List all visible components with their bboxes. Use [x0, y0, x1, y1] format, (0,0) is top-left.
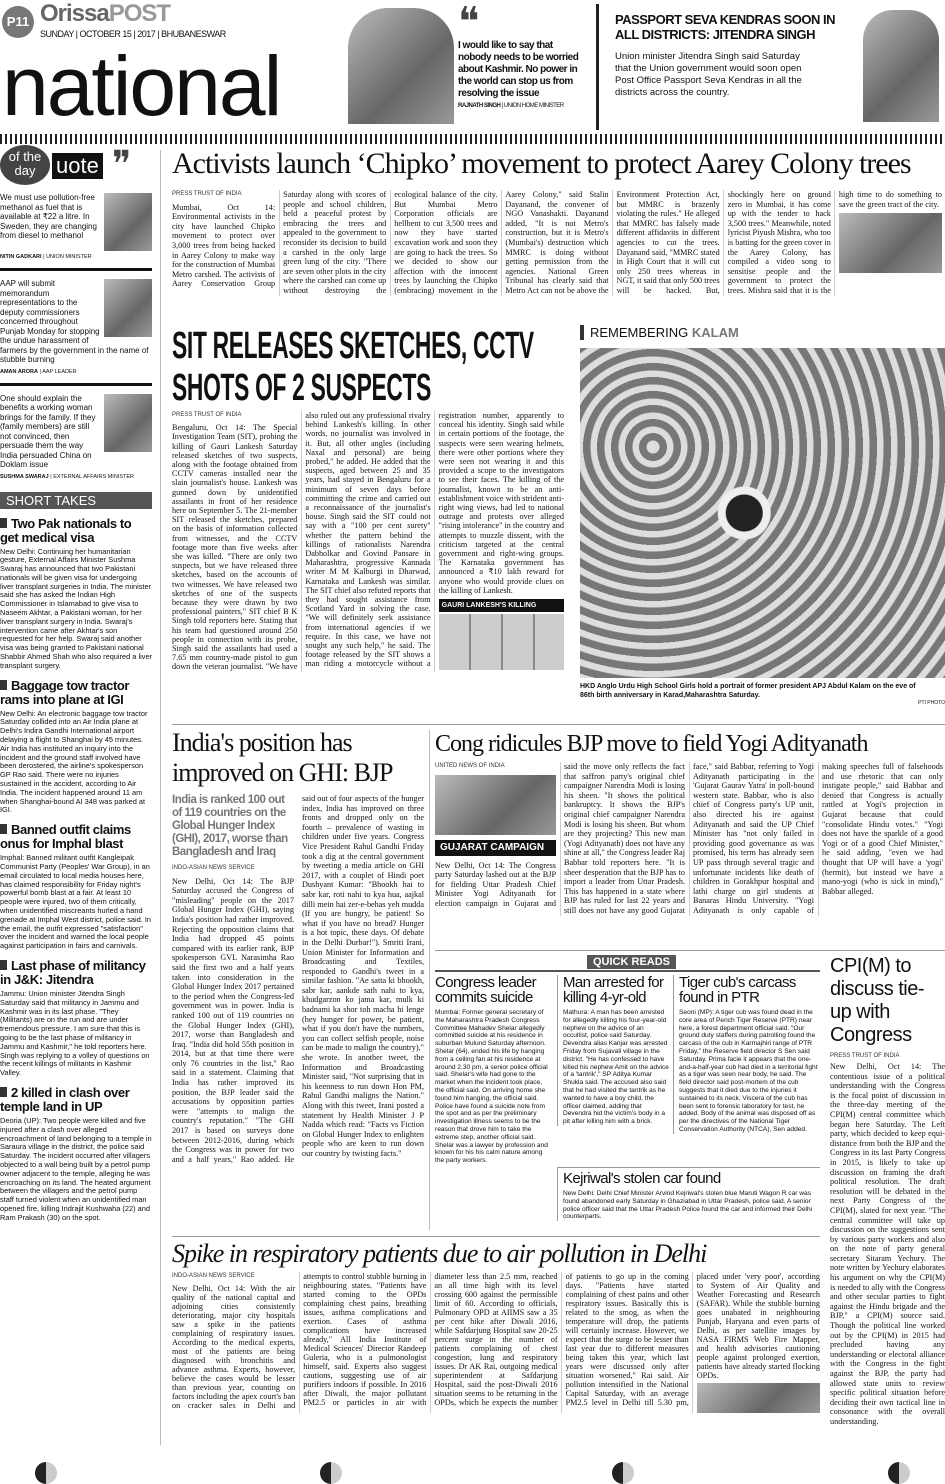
raj-babbar-photo	[435, 775, 556, 835]
quote-item: We must use pollution-free methanol as fuel that is available at ₹22 a litre. In Sweden, they are changing from diesel to methanol NITIN GADKARI | UNION MINISTER	[0, 185, 152, 271]
divider	[435, 950, 945, 951]
quick-reads-title: QUICK READS	[587, 955, 676, 969]
spike-headline[interactable]: Spike in respiratory patients due to air pollution in Delhi	[172, 1239, 707, 1268]
chipko-photo	[839, 213, 942, 273]
sit-headline[interactable]: SIT RELEASES SKETCHES, CCTV SHOTS OF 2 SUSPECTS	[172, 325, 534, 409]
quote-of-the-day	[0, 145, 152, 488]
quick-read-item: Kejriwal's stolen car found New Delhi: Delhi Chief Minister Arvind Kejriwal's stolen blue Maruti Wagon R car was found abandoned early Saturday in Ghaziabad in Uttar Pradesh, police said. A senior police officer said that the Uttar Pradesh Police found the car and informed their Delhi counterparts.	[557, 1167, 820, 1221]
sushma-swaraj-photo	[104, 394, 152, 452]
column-divider	[429, 730, 430, 1230]
short-take-item: Last phase of militancy in J&K: Jitendra Jammu: Union minister Jitendra Singh Saturday said that militancy in Jammu and Kashmir was in its last phase. "They (Militants) are on the run and are under tremendous pressure. I am sure that this is going to be the last phase of militancy in Jammu and Kashmir," he told reporters here. Singh was replying to a volley of questions on the recent killings of militants in Kashmir Valley.	[0, 959, 152, 1078]
ghi-body: India is ranked 100 out of 119 countries on the Global Hunger Index (GHI), 2017, worse than Bangladesh and Iraq INDO-ASIAN NEWS SERVICE New Delhi, Oct 14: The BJP Saturday accused the Congress of "misleading" people on the 2017 Global Hunger Index (GHI), saying India's position had rather improved. Rejecting the opposition claims that India had dropped 45 points compared with its earlier rank, BJP spokesperson GVL Narasimha Rao said the first two and a half years taken into consideration in the Global Hunger Index 2017 pertained to the period when the Congress-led government was in power. India is ranked 100 out of 119 countries on the Global Hunger Index (GHI), 2017, worse than Bangladesh and Iraq. "India did hold 55th position in 2014, but at that time there were only 76 countries in the list," Rao said in a statement. Claiming that India has rather improved its position, the BJP leader said the accusations by opposition parties were "attempts to malign the country's reputation." "The GHI 2017 is based on surveys done between 2012-2016, during which the Congress was in power for two and a half years," Rao added. He said out of four aspects of the hunger index, India has improved on three fronts and dropped only on the fourth – prevalence of wasting in children under five years. Congress Vice President Rahul Gandhi Friday took a dig at the central government by tweeting a media article on GHI 2017, with a couplet of Hindi poet Dushyant Kumar: "Bhookh hai to sabr kar, roti nahi to kya hua, aajkal dilli mein hai zer-e-behas yeh mudda (If you are hungry, be patient! So what if you have no bread? Hunger is a hot topic, these days. Of debate in the Delhi Durbar!"). Smriti Irani, Union Minister for Information and Broadcasting and Textiles, responded to Gandhi's tweet in a similar fashion. "Ae satta ki bhookh, sabr kar, aankde sath nahi to kya, khudgarzon ko jama kar, mulk ki badnami ka shor toh macha hi lenge (hey hunger for power, be patient, what if you don't have the numbers, you can collect selfish people, noise can be made to malign the country)," she wrote. In another tweet, the Information and Broadcasting Minister said, "Not surprising that in his keenness to run down Hon PM, Rahul Gandhi maligns the Nation." Along with this tweet, Irani posted a statement by Health Minister J P Nadda which read: "Facts vs Fiction on Global Hunger Index to enlighten people who are keen to run down our country by twisting facts."	[172, 794, 424, 1164]
quote-of-day-banner	[0, 145, 152, 185]
quick-read-item: Congress leader commits suicide Mumbai: Former general secretary of the Maharashtra Pradesh Congress Committee Mahadev Shelar allegedly committed suicide at his residence in suburban Mulund Saturday afternoon. Shelar (64), ended his life by hanging from a ceiling fan at his residence at around 2.30 pm, a senior police official said. Shelar's wife had gone to the market when the incident took place, the official said. On arriving home she found him hanging, the official said. Police have found a suicide note from the spot and as per the preliminary investigation illness seems to be the reason that drove him to take the extreme step, another official said. Shelar was a lawyer by profession and known for his his calm nature among the party workers.	[435, 974, 548, 1165]
photo-credit: PTI PHOTO	[918, 700, 945, 706]
aman-arora-photo	[104, 279, 152, 337]
top-quote-text: I would like to say that nobody needs to be worried about Kashmir. No power in the world can stop us from resolving the issue	[458, 40, 579, 99]
quick-read-item: Tiger cub's carcass found in PTR Seoni (MP): A tiger cub was found dead in the core area of Pench Tiger Reserve (PTR) near here, a forest department official said. "Our ground duty staffers during patrolling found the carcass of the cub in Karmajhiri range of PTR Friday," the Reserve field director S Sen said Saturday. Prima facie it appears that the one-and-a-half-year cub had died in a territorial fight as a tiger was seen near body, he said. The field director said post-mortem of the cub suggests that it died due to the injuries it sustained to its neck. Viscera of the cub has been sent to forensic laboratory for test, he added. Body of the animal was disposed off as per the directives of the National Tiger Conservation Authority (NTCA), Sen added.	[673, 975, 820, 1134]
gujarat-campaign-label: GUJARAT CAMPAIGN	[435, 840, 556, 856]
credit: INDO-ASIAN NEWS SERVICE	[172, 865, 255, 871]
suspect-sketches	[439, 614, 564, 670]
ghi-story	[172, 728, 424, 1164]
chipko-headline[interactable]: Activists launch ‘Chipko’ movement to protect Aarey Colony trees	[172, 147, 911, 180]
registration-mark	[35, 1462, 57, 1484]
registration-mark	[320, 1462, 342, 1484]
chipko-body: PRESS TRUST OF INDIA Mumbai, Oct 14: Environmental activists in the city have launched Chipko movement to protect over 3,000 trees from being hacked in Aarey Colony to make way for the construction of Mumbai Metro carshed. The activists of Aarey Conservation Group Saturday along with scores of people and school children, held a peaceful protest by embracing the trees and appealed to the government to reconsider its decision to build a carshed in the only large green lung of the city. "There are seven other plots in the city where the carshed can come up without destroying the ecological balance of the city. But Mumbai Metro Corporation officials are hellbent to cut 3,500 trees and now they have started excavation work and soon they are going to hack the trees. So we decided to show our affection with the innocent trees by launching the Chipko (embracing) movement in the Aarey Colony," said Stalin Dayanand, the convener of NGO Vanashakti. Dayanand added, "It is not Metro's construction, but it is Metro's (Mumbai's) destruction which MMRC is doing without getting permission from the agencies. National Green Tribunal has clearly said that Metro Act can not be above the Environment Protection Act, but MMRC is brazenly violating the rules." He alleged that MMRC has falsely made different affidavits in different agencies to cut the trees. Dayanand said, "MMRC stated in High Court that it will cut only 250 trees whereas in NGT, it said that only 500 trees will be hacked. But, shockingly here on ground zero in Mumbai, it has come up with the tender to hack 3,500 trees." Meanwhile, noted lyricist Piyush Mishra, who too is batting for the green cover in the Aarey Colony, has compiled a video song to sensitise people and the government to protect the trees. Mishra said that it is the high time to do something to save the green tract of the city.	[172, 190, 942, 295]
dateline: SUNDAY | OCTOBER 15 | 2017 | BHUBANESWAR	[40, 29, 226, 39]
page-number-badge: P11	[2, 6, 34, 38]
nitin-gadkari-photo	[104, 193, 152, 251]
kalam-photo	[580, 348, 945, 678]
spike-story	[172, 1238, 820, 1413]
cpim-story	[830, 955, 945, 1427]
registration-mark	[888, 1462, 910, 1484]
rajnath-singh-photo	[348, 8, 454, 124]
speech-bubble: of the day	[0, 145, 50, 185]
top-quote	[458, 0, 586, 109]
left-column	[0, 145, 152, 1223]
credit: PRESS TRUST OF INDIA	[830, 1053, 900, 1059]
credit: INDO-ASIAN NEWS SERVICE	[172, 1273, 255, 1279]
quote-mark-icon: ❞	[112, 144, 132, 185]
column-divider	[160, 150, 161, 1445]
quote-item: AAP will submit memorandum representations to the deputy commissioners concerned throughout Punjab Monday for stopping the undue harassment of farmers by the government in the name of stubble burning AMAN ARORA | AAP LEADER	[0, 271, 152, 386]
divider	[0, 134, 945, 144]
credit: PRESS TRUST OF INDIA	[172, 191, 242, 197]
section-title: national	[2, 39, 281, 133]
quote-label: uote	[52, 153, 103, 179]
masthead	[0, 0, 590, 135]
chipko-story	[172, 146, 942, 296]
spike-body: INDO-ASIAN NEWS SERVICE New Delhi, Oct 14: With the air quality of the national capital and adjoining cities consistently deteriorating, major city hospitals saw a spike in the patients complaining of respiratory issues. According to the medical experts, most of the patients are being diagnosed with bronchitis and advance asthma. Experts, however, believe the cases would be lesser than previous year, counting on factors including the apex court's ban on cracker sales in Delhi and attempts to control stubble burning in neighbouring states. "Patients have started coming to the OPDs complaining chest pains, breathing issues, asthma complications and exertion. Cases of asthma complications have increased already," All India Institute of Medical Sciences' Director Randeep Guleria, who is a pulmonologist himself, said. Experts also suggest cautions, suggesting use of air purifiers indoors if possible. In 2016 after Diwali, the major pollutant PM2.5 or particles in air with diameter less than 2.5 mm, reached an all time high with its level crossing 600 against the permissible limit of 60. According to officials, Pulmonary OPD at AIIMS saw a 35 per cent hike after Diwali 2016, while Safdarjung Hospital saw 20-25 percent surge in the number of patients complaining of chest congestion, lung and respiratory issues. Dr AK Rai, outgoing medical superintendent at Safdarjung Hospital, said the post-Diwali 2016 situation seems to be returning in the OPDs, which he expects the number of patients to go up in the coming days. "Patients have started complaining of chest pains and other respiratory issues. Basically this is related to the smog, as when the temperature will drop, the patients will certainly increase. However, we expect that the surge to be lesser than last year due to different measures being taken this year, which last years were discussed only after situation worsened," Rai said. Air pollution intensified in the National Capital Saturday, with an average PM2.5 level in Delhi till 5.30 pm, placed under 'very poor', according to System of Air Quality and Weather Forecasting and Research (SAFAR). While the stubble burning goes unabated in neighbouring Punjab, Haryana and even parts of Delhi, as per satellite images by NASA FIRMS Web Fire Mapper, and health advisories cautioning people against prolonged exertion, patients have already started flocking OPDs.	[172, 1272, 820, 1413]
divider	[172, 724, 945, 725]
cpim-headline[interactable]: CPI(M) to discuss tie-up with Congress	[830, 955, 925, 1046]
kalam-title: REMEMBERING KALAM	[580, 325, 945, 340]
quick-reads	[435, 955, 820, 1230]
sit-body: PRESS TRUST OF INDIA Bengaluru, Oct 14: The Special Investigation Team (SIT), probing the killing of Gauri Lankesh Saturday released sketches of two suspects, along with the footage obtained from CCTV cameras installed near the slain journalist's house. Lankesh was gunned down by unidentified assailants in front of her residence here on September 5. The 21-member SIT released the sketches, prepared on the basis of information collected from witnesses, and the CCTV footage more than five weeks after she was killed. "There are only two suspects, but we have released three sketches, based on the accounts of two witnesses. We have released two sketches of one of the suspects because they were drawn by two professional painters," SIT chief B K Singh told reporters here. Stating that his team had questioned around 250 people in connection with its probe, Singh said the assailants had used a 7.65 mm country-made pistol to gun down the veteran journalist. "We have also ruled out any professional rivalry behind Lankesh's killing. In other words, no journalist was involved in it. But, all other angles (including Naxal and personal) are being probed," he added. He added that the suspects, aged between 25 and 35 years, had stayed in Bengaluru for a minimum of seven days before committing the crime and carried out a reconnaissance of the journalist's house. Singh said the SIT could not say with a "100 per cent surety" whether the pattern behind the killings of rationalists Narendra Dabholkar and Govind Pansare in Maharashtra, progressive Kannada writer M M Kalburgi in Dharwad, Karnataka and Lankesh was similar. The SIT chief also refuted reports that they had sought assistance from Scotland Yard in solving the case. "We will definitely seek assistance from international agencies if we require. In this case, we have not sought any such help," he said. The footage released by the SIT shows a man riding a motorcycle without a registration number, apparently to conceal his identity. Singh said while in certain portions of the footage, the suspects were seen wearing helmets, there were other portions where they were seen not wearing it and this provided a scope to the investigators to see their faces. The killing of the journalist, known to be an anti-establishment voice with strident anti-right wing views, had led to national outrage and protests over alleged "rising intolerance" in the country and attempts to muzzle dissent, with the criticism targeted at the central government and right-wing groups. The Karnataka government has announced a ₹10 lakh reward for anyone who would provide clues on the killing of Lankesh. GAURI LANKESH'S KILLING	[172, 411, 564, 672]
logo: OrissaPOST	[40, 0, 171, 27]
top-story-body: Union minister Jitendra Singh said Saturday that the Union government would soon open Post Office Passport Seva Kendras in all the districts across the country.	[615, 51, 802, 98]
divider	[172, 1236, 820, 1237]
top-story-headline[interactable]: PASSPORT SEVA KENDRAS SOON IN ALL DISTRICTS: JITENDRA SINGH	[615, 12, 836, 42]
credit: PRESS TRUST OF INDIA	[172, 412, 242, 418]
kalam-photo-feature	[580, 325, 945, 720]
short-take-item: Banned outfit claims onus for Imphal blast Imphal: Banned militant outfit Kangleipak Communist Party (Peoples' War Group), in an email circulated to local media houses here, has claimed responsibility for Friday night's powerful bomb blast at a fair. At least 10 people were injured, two of them critically, when unidentified miscreants hurled a hand grenade at Imphal West district, police said. In the email, the outfit expressed "satisfaction" over the incident and warned the local people against participation in fairs and carnivals.	[0, 822, 152, 951]
cong-body: UNITED NEWS OF INDIA GUJARAT CAMPAIGN New Delhi, Oct 14: The Congress party Saturday lashed out at the BJP for fielding Uttar Pradesh Chief Minister Yogi Adityanath for election campaign in Gujarat and said the move only reflects the fact that saffron party's original chief campaigner Narendra Modi is losing his sheen. "It shows the political bankruptcy. It shows the BJP's original chief campaigner Narendra Modi is losing his sheen. But whom are they projecting? This new man (Yogi Adityanath) does not have any shine at all," the Congress leader Raj Babbar told reporters here. "It is sheer desperation that the BJP has to import a leader from Uttar Pradesh. This has happened in a state where BJP has ruled for last 22 years and still does not have any good Gujarat face," said Babbar, referring to Yogi Adityanath participating in the 'Gujarat Gaurav Yatra' in poll-bound western state. Babbar, who is also chief of Congress party's UP unit, also directed his ire against Adityanath and said the UP Chief Minister has "not only failed in providing good governance as was promised, his term has already seen UP pass through several tragic and unfortunate incidents like death of children in Gorakhpur hospital and lathi charge on girl students at Banaras Hindu University. "Yogi Adityanath is only capable of making speeches full of falsehoods and use rhetoric that can only instigate people," said Babbar and denied that Congress is actually rattled at Yogi's projection in Gujarat because that could "consolidate Hindu votes." "Yogi does not have the sparkle of a good Yogi or of a good Chief Minister," he said adding, "even we had thought that UP will have a 'yogi' (hermit), but instead we have a mano-yogi (who is sick in mind)," Babbar alleged.	[435, 762, 943, 915]
registration-marks	[0, 1462, 945, 1484]
short-takes	[0, 492, 152, 1223]
top-quote-attribution: RAJNATH SINGH | UNION HOME MINISTER	[458, 103, 564, 109]
cpim-body: New Delhi, Oct 14: The contentious issue of a political understanding with the Congress is the focal point of discussion in the three-day meeting of the CPI(M) central committee which began here Saturday. The Left party, which decided to keep equi-distance from both the BJP and the Congress in its last Party Congress in 2015, is likely to take up discussion on framing the draft political resolution. The draft resolution will be debated in the next Party Congress of the CPI(M), slated for next year. "The central committee will take up discussion on the suggestions sent by various party workers and also on the note of party general secretary Sitaram Yechury. The note written by Yechury elaborates his argument on why the CPI(M) is needed to ally with the Congress and other secular parties to fight against the Hindu brigade and the BJP," a CPI(M) source said. Though the political line worked out by the CPI(M) in 2015 had precluded having any understanding or electoral alliance with the Congress in the fight against the BJP, the party had allowed state units to review specific political situation before deciding their own tactical line in consonance with the overall understanding.	[830, 1062, 945, 1426]
top-story	[596, 4, 945, 130]
cong-headline[interactable]: Cong ridicules BJP move to field Yogi Adityanath	[435, 731, 868, 757]
sit-story	[172, 325, 564, 672]
pollution-photo	[697, 1383, 820, 1413]
registration-mark	[612, 1462, 634, 1484]
short-takes-title: SHORT TAKES	[0, 492, 152, 509]
short-take-item: Two Pak nationals to get medical visa New Delhi: Continuing her humanitarian gesture, External Affairs Minister Sushma Swaraj has announced that two Pakistani nationals will be given visa for undergoing liver transplant surgeries in India. The minister said she has asked the Indian High Commissioner in Islamabad to give visa to Naseem Akhtar, a Pakistani woman, for her liver transplant surgery in India. Swaraj's intervention came after Akhtar's son requested for her help. Swaraj said another visa was being granted to Pakistani national Shabbir Ahmed Shah who also required a liver transplant surgery.	[0, 515, 153, 670]
quote-item: One should explain the benefits a working woman brings for the family. If they (family members) are still not convinced, then persuade them the way India persuaded China on Doklam issue SUSHMA SWARAJ | EXTERNAL AFFAIRS MINISTER	[0, 386, 152, 488]
ghi-headline[interactable]: India's position has improved on GHI: BJP	[172, 728, 393, 787]
ghi-pullquote: India is ranked 100 out of 119 countries on the Global Hunger Index (GHI), 2017, worse than Bangladesh and Iraq	[172, 794, 288, 858]
short-take-item: 2 killed in clash over temple land in UP Deoria (UP): Two people were killed and five injured after a clash over alleged encroachment of land belonging to a temple in Saraura village in the district, the police said Saturday. The incident occurred after villagers objected to a wall being built by a petrol pump owner adjacent to the temple, alleging he was encroaching on its land. The heated argument between the villagers and the petrol pump staff turned violent when an unidentified man opened fire, killing Indrajit Kushwaha (22) and Ram Prakash (30) on the spot.	[0, 1084, 152, 1222]
short-take-item: Baggage tow tractor rams into plane at IGI New Delhi: An electronic baggage tow tractor Saturday collided into an Air India plane at Delhi's Indira Gandhi International airport delaying a flight to Shanghai by 45 minutes. Air India has instituted an inquiry into the incident and the ground staff involved have been derostered, the airline's spokesperson GP Rao said. There were no injuries sustained in the accident, according to Air India. The incident happened around 11 am when Shanghai-bound AI 348 was parked at IGI.	[0, 679, 152, 816]
quote-mark-icon: ❝	[458, 0, 480, 45]
jitendra-singh-photo	[863, 10, 939, 122]
credit: UNITED NEWS OF INDIA	[435, 763, 505, 769]
quick-read-item: Man arrested for killing 4-yr-old Mathura: A man has been arrested for allegedly killing his four-year-old nephew on the advice of an occultist, police said Saturday. Devendra alias Kanjar was arrested Friday from Sujavali village in the district. "He has confessed to have killed his nephew Amit on the advice of a 'tantrik'," SP Aditya Kumar Shukla said. The accused also said that he had visited the tantrik as he wanted to have a boy child, the officer claimed, adding that Devendra hid the victim's body in a pit after killing him with a brick.	[557, 975, 671, 1126]
kalam-caption: HKD Anglo Urdu High School Girls hold a portrait of former president APJ Abdul Kalam on the eve of 86th birth anniversary in Karad,Maharashtra Saturday.	[580, 683, 916, 699]
lankesh-box: GAURI LANKESH'S KILLING	[439, 599, 564, 670]
cong-story	[435, 728, 943, 916]
